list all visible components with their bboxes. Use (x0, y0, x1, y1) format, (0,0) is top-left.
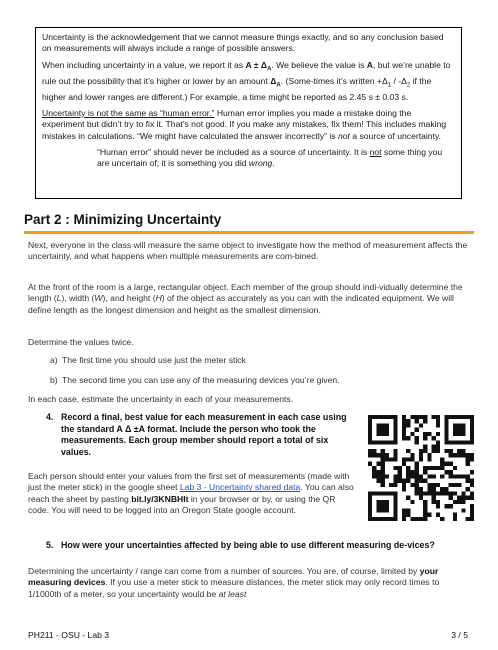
footer-page-number: 3 / 5 (451, 630, 468, 640)
formula-a-pm-delta: A ± Δ (245, 59, 268, 70)
question-4: 4. Record a final, best value for each measurement in each case using the standard A Δ ±A format. Include the person who took the measurements. Each group member should report a total of six values. (46, 412, 347, 457)
box-paragraph-3: Uncertainty is not the same as “human error.” Human error implies you made a mistake doing the experiment but didn’t try to fix it. That’s not good. If you make any mistakes, fix them! This includes making mistakes in calculations. “We might have calculated the answer incorrectly” is not a source of uncertainty. (42, 107, 447, 141)
box-paragraph-1: Uncertainty is the acknowledgement that we cannot measure things exactly, and so any conclusion based on measurements will always include a range of possible answers. (42, 32, 444, 54)
short-url: bit.ly/3KNBHIt (131, 493, 189, 504)
each-case-text: In each case, estimate the uncertainty in each of your measurements. (28, 394, 294, 404)
footer-course: PH211 - OSU - Lab 3 (28, 630, 110, 640)
qr-code-image (368, 415, 474, 521)
list-item-a: a) The first time you should use just the meter stick (50, 355, 246, 365)
question-5: 5. How were your uncertainties affected by being able to use different measuring de-vices? (46, 540, 435, 550)
uncertainty-definition-box (35, 27, 462, 199)
object-paragraph: At the front of the room is a large, rectangular object. Each member of the group should indi-vidually determine the length (L), width (W), and height (H) of the object as accurately as you can with the indicated equipment. We will define length as the longest dimension and height as the smallest dimension. (28, 282, 463, 315)
section-heading: Part 2 : Minimizing Uncertainty (24, 212, 222, 227)
box-quote: “Human error” should never be included as a source of uncertainty. It is not some thing you are uncertain of; it is something you did wrong. (97, 146, 443, 169)
sheet-instructions: Each person should enter your values from the first set of measurements (made with just the meter stick) in the google sheet Lab 3 - Uncertainty shared data. You can also reach the sheet by pasting bit.ly/3KNBHIt in your browser or by, or using the QR code. You will need to be logged into an Oregon State google account. (28, 471, 354, 516)
heading-accent-rule (24, 231, 474, 234)
measuring-devices-paragraph: Determining the uncertainty / range can come from a number of sources. You are, of course, limited by your measuring devices. If you use a meter stick to measure distances, the meter stick may only record times to 1/1000th of a meter, so your uncertainty would be at least (28, 566, 440, 599)
shared-data-sheet-link[interactable]: Lab 3 - Uncertainty shared data (179, 482, 301, 493)
determine-twice-text: Determine the values twice. (28, 337, 134, 347)
intro-paragraph: Next, everyone in the class will measure the same object to investigate how the method of measurement affects the uncertainty, and what happens when multiple measurements are com-bined. (28, 240, 468, 262)
box-paragraph-2: When including uncertainty in a value, we report it as $A \pm \Delta_A$. We believe the value is A, but we’re unable to rule out the possibility that it’s higher or lower by an amount $\Delta_A$. (Some-times it’s written $+\Delta_1 / -\Delta_2$ if the higher and lower ranges are different.) For example, a time might be reported as 2.45 s ± 0.03 s. (42, 59, 451, 102)
list-item-b: b) The second time you can use any of the measuring devices you’re given. (50, 375, 340, 385)
